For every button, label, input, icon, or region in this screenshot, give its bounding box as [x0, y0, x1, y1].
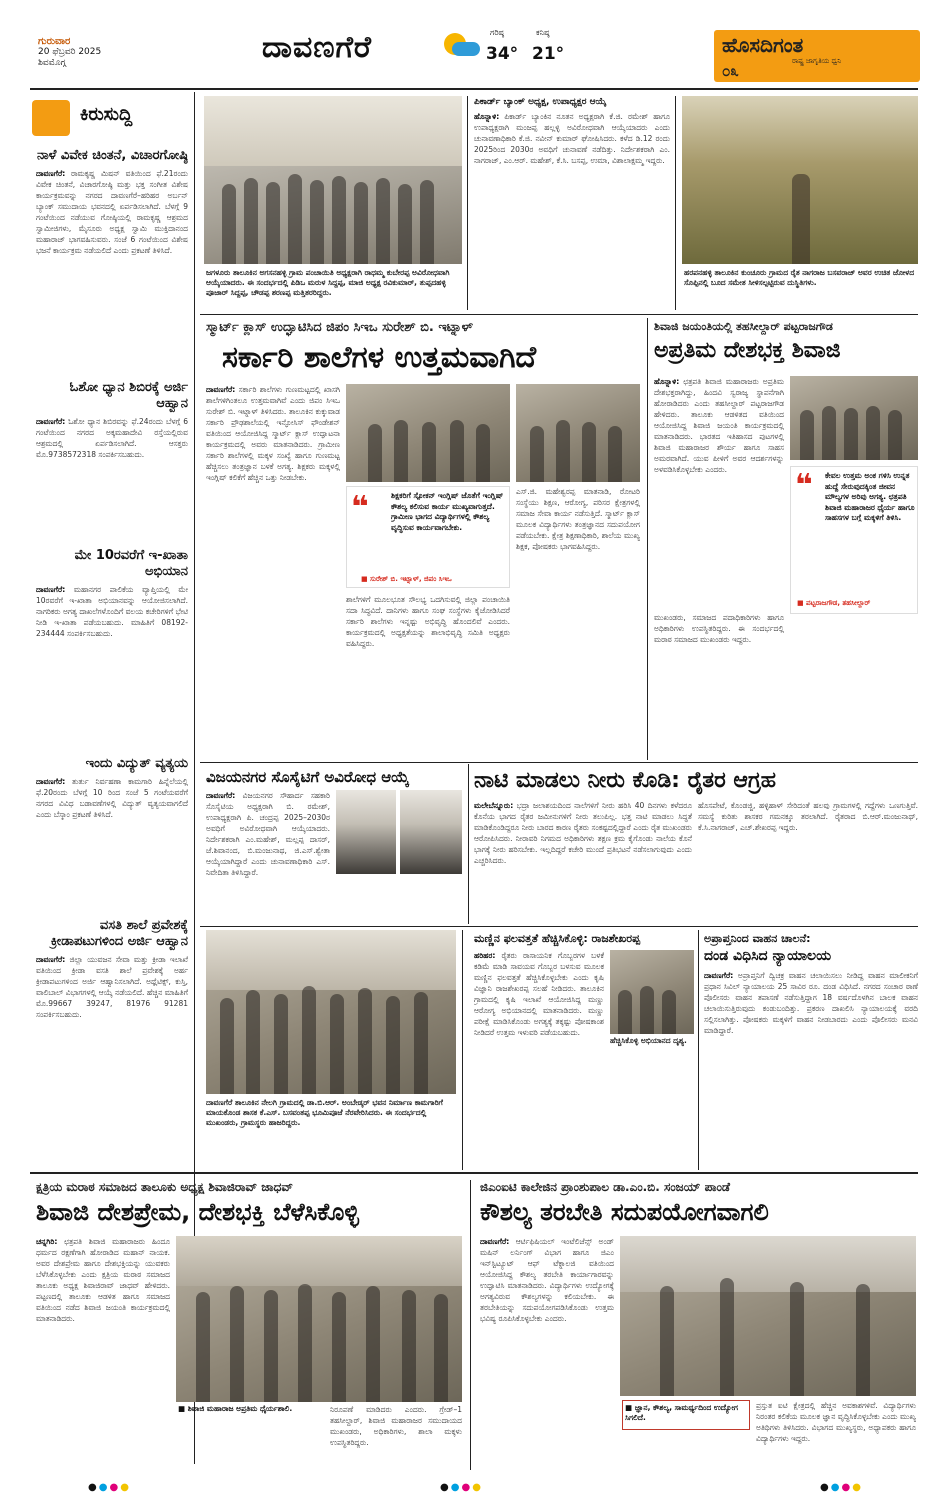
- masthead-edition: ಶಿವಮೊಗ್ಗ: [38, 58, 66, 68]
- maratha-kicker: ಕ್ಷತ್ರಿಯ ಮರಾಠ ಸಮಾಜದ ತಾಲೂಕು ಅಧ್ಯಕ್ಷ ಶಿವಾಜಿರಾವ್ ಜಾಧವ್: [36, 1180, 293, 1194]
- bank-body: ಹೊನ್ನಾಳಿ: ಪಿಕಾರ್ಡ್ ಬ್ಯಾಂಕಿನ ನೂತನ ಅಧ್ಯಕ್ಷರಾಗಿ ಕೆ.ಜಿ. ರಮೇಶ್ ಹಾಗೂ ಉಪಾಧ್ಯಕ್ಷರಾಗಿ ಮಂಜಪ್ಪ ಹಲ್ಲಳ್ಳಿ ಅವಿರೋಧವಾಗಿ ಆಯ್ಕೆಯಾದರು ಎಂದು ಚುನಾವಣಾಧಿಕಾರಿ ಕೆ.ಜಿ. ನವೀನ್ ಕುಮಾರ್ ಘೋಷಿಸಿದರು. ಕಳೆದ ಡಿ.12 ರಂದು 2025ರಿಂದ 2030ರ ಅವಧಿಗೆ ಚುನಾವಣೆ ನಡೆದಿತ್ತು. ನಿರ್ದೇಶಕರಾಗಿ ಎಂ. ನಾಗರಾಜ್, ಎಂ.ಆರ್. ಮಹೇಶ್, ಕೆ.ಸಿ. ಬಸಪ್ಪ, ಉಮಾ, ವಿಶಾಲಾಕ್ಷಮ್ಮ ಇದ್ದರು.: [474, 112, 670, 165]
- brief-2-body: ದಾವಣಗೆರೆ: ಓಶೋ ಧ್ಯಾನ ಶಿಬಿರವನ್ನು ಫೆ.24ರಂದು ಬೆಳಗ್ಗೆ 6 ಗಂಟೆಯಿಂದ ನಗರದ ಅಕ್ಕಮಹಾದೇವಿ ರಸ್ತೆಯಲ್ಲಿರುವ ಆಶ್ರಮದಲ್ಲಿ ಏರ್ಪಡಿಸಲಾಗಿದೆ. ಆಸಕ್ತರು ಮೊ.9738572318 ಸಂಪರ್ಕಿಸಬಹುದು.: [36, 417, 188, 459]
- masthead-city: ದಾವಣಗೆರೆ: [262, 30, 372, 65]
- college-pull-quote: ■ ಜ್ಞಾನ, ಕೌಶಲ್ಯ, ಸಾಮರ್ಥ್ಯದಿಂದ ಉದ್ಯೋಗ ಸಿಗಲಿದೆ.: [622, 1400, 750, 1430]
- college-body: ದಾವಣಗೆರೆ: ಆರ್ಟಿಫಿಷಿಯಲ್ ಇಂಟೆಲಿಜೆನ್ಸ್ ಅಂಡ್ ಮಷಿನ್ ಲರ್ನಿಂಗ್ ವಿಭಾಗ ಹಾಗೂ ಜಿಎಂ ಇನ್‌ಸ್ಟಿಟ್ಯೂಟ್ ಆಫ್ ಟೆಕ್ನಾಲಜಿ ವತಿಯಿಂದ ಆಯೋಜಿಸಿದ್ದ ಕೌಶಲ್ಯ ತರಬೇತಿ ಕಾರ್ಯಾಗಾರವನ್ನು ಉದ್ಘಾಟಿಸಿ ಮಾತನಾಡಿದರು. ವಿದ್ಯಾರ್ಥಿಗಳು ಉದ್ಯೋಗಕ್ಕೆ ಅಗತ್ಯವಿರುವ ಕೌಶಲ್ಯಗಳನ್ನು ಕಲಿಯಬೇಕು. ಈ ತರಬೇತಿಯನ್ನು ಸದುಪಯೋಗಪಡಿಸಿಕೊಂಡು ಉತ್ತಮ ಭವಿಷ್ಯ ರೂಪಿಸಿಕೊಳ್ಳಬೇಕು ಎಂದರು.: [480, 1237, 614, 1323]
- brief-3-body: ದಾವಣಗೆರೆ: ಮಹಾನಗರ ಪಾಲಿಕೆಯ ವ್ಯಾಪ್ತಿಯಲ್ಲಿ ಮೇ 10ರವರೆಗೆ ಇ-ಖಾತಾ ಅಭಿಯಾನವನ್ನು ಆಯೋಜಿಸಲಾಗಿದೆ. ನಾಗರಿಕರು ಅಗತ್ಯ ದಾಖಲೆಗಳೊಂದಿಗೆ ವಲಯ ಕಚೇರಿಗಳಿಗೆ ಭೇಟಿ ನೀಡಿ ಇ-ಖಾತಾ ಪಡೆಯಬಹುದು. ಮಾಹಿತಿಗೆ 08192-234444 ಸಂಪರ್ಕಿಸಬಹುದು.: [36, 585, 188, 638]
- brief-5: [36, 918, 188, 1150]
- min-temp: 21°: [532, 44, 565, 64]
- school-body-left: ದಾವಣಗೆರೆ: ಸರ್ಕಾರಿ ಶಾಲೆಗಳು ಗುಣಮಟ್ಟದಲ್ಲಿ ಖಾಸಗಿ ಶಾಲೆಗಳಿಗಿಂತಲೂ ಉತ್ತಮವಾಗಿವೆ ಎಂದು ಜಿಪಂ ಸಿಇಒ ಸುರೇಶ್ ಬಿ. ಇಟ್ನಾಳ್ ತಿಳಿಸಿದರು. ತಾಲೂಕಿನ ಕುಕ್ಕುವಾಡ ಸರ್ಕಾರಿ ಪ್ರೌಢಶಾಲೆಯಲ್ಲಿ ಇನ್ಫೋಸಿಸ್ ಫೌಂಡೇಶನ್ ವತಿಯಿಂದ ಆಯೋಜಿಸಿದ್ದ ಸ್ಮಾರ್ಟ್ ಕ್ಲಾಸ್ ಉದ್ಘಾಟನಾ ಕಾರ್ಯಕ್ರಮದಲ್ಲಿ ಅವರು ಮಾತನಾಡಿದರು. ಗ್ರಾಮೀಣ ಸರ್ಕಾರಿ ಶಾಲೆಗಳಲ್ಲಿ ಮಕ್ಕಳ ಸಂಖ್ಯೆ ಹಾಗೂ ಗುಣಮಟ್ಟ ಹೆಚ್ಚಿಸಲು ತಂತ್ರಜ್ಞಾನ ಬಳಕೆ ಅಗತ್ಯ. ಶಿಕ್ಷಕರು ಮಕ್ಕಳಲ್ಲಿ ಇಂಗ್ಲಿಷ್ ಕಲಿಕೆಗೆ ಹೆಚ್ಚಿನ ಒತ್ತು ನೀಡಬೇಕು.: [206, 385, 340, 482]
- max-temp-label: ಗರಿಷ್ಠ: [490, 28, 504, 37]
- cloud-icon: [452, 42, 480, 56]
- soil-photo-caption: ಹೆಚ್ಚಿಸಿಕೊಳ್ಳಿ ಅಭಿಯಾನದ ದೃಶ್ಯ.: [610, 1036, 687, 1045]
- maize-field-photo: [682, 96, 918, 264]
- lower-divider-2: [698, 930, 699, 1170]
- maratha-body: ಚನ್ನಗಿರಿ: ಛತ್ರಪತಿ ಶಿವಾಜಿ ಮಹಾರಾಜರು ಹಿಂದೂ ಧರ್ಮದ ರಕ್ಷಣೆಗಾಗಿ ಹೋರಾಡಿದ ಮಹಾನ್ ನಾಯಕ. ಅವರ ದೇಶಪ್ರೇಮ ಹಾಗೂ ದೇಶಭಕ್ತಿಯನ್ನು ಯುವಕರು ಬೆಳೆಸಿಕೊಳ್ಳಬೇಕು ಎಂದು ಕ್ಷತ್ರಿಯ ಮರಾಠ ಸಮಾಜದ ತಾಲೂಕು ಅಧ್ಯಕ್ಷ ಶಿವಾಜಿರಾವ್ ಜಾಧವ್ ಹೇಳಿದರು. ಪಟ್ಟಣದಲ್ಲಿ ತಾಲೂಕು ಆಡಳಿತ ಹಾಗೂ ಸಮಾಜದ ವತಿಯಿಂದ ನಡೆದ ಶಿವಾಜಿ ಜಯಂತಿ ಕಾರ್ಯಕ್ರಮದಲ್ಲಿ ಮಾತನಾಡಿದರು.: [36, 1237, 170, 1323]
- page-number: ೦೩: [722, 62, 739, 80]
- vice-president-portrait: [400, 790, 462, 874]
- registration-marks-right: ●●●●: [820, 1482, 863, 1493]
- shivaji-quote-name: ■ ಪಟ್ಟರಾಜಗೌಡ, ತಹಸೀಲ್ದಾರ್: [797, 599, 871, 607]
- top-divider-2: [675, 96, 676, 310]
- school-body-middle: ಶಾಲೆಗಳಿಗೆ ಮೂಲಭೂತ ಸೌಲಭ್ಯ ಒದಗಿಸುವಲ್ಲಿ ಜಿಲ್ಲಾ ಪಂಚಾಯಿತಿ ಸದಾ ಸಿದ್ಧವಿದೆ. ದಾನಿಗಳು ಹಾಗೂ ಸಂಘ ಸಂಸ್ಥೆಗಳು ಕೈಜೋಡಿಸಿದರೆ ಸರ್ಕಾರಿ ಶಾಲೆಗಳು ಇನ್ನಷ್ಟು ಅಭಿವೃದ್ಧಿ ಹೊಂದಲಿವೆ ಎಂದರು. ಕಾರ್ಯಕ್ರಮದಲ್ಲಿ ಅಧ್ಯಕ್ಷತೆಯನ್ನು ಶಾಲಾಭಿವೃದ್ಧಿ ಸಮಿತಿ ಅಧ್ಯಕ್ಷರು ವಹಿಸಿದ್ದರು.: [346, 595, 510, 648]
- brief-2: [36, 380, 188, 536]
- college-body-2: ಪ್ರಸ್ತುತ ಐಟಿ ಕ್ಷೇತ್ರದಲ್ಲಿ ಹೆಚ್ಚಿನ ಅವಕಾಶಗಳಿವೆ. ವಿದ್ಯಾರ್ಥಿಗಳು ನಿರಂತರ ಕಲಿಕೆಯ ಮೂಲಕ ಜ್ಞಾನ ವೃದ್ಧಿಸಿಕೊಳ್ಳಬೇಕು ಎಂದು ಮುಖ್ಯ ಅತಿಥಿಗಳು ತಿಳಿಸಿದರು. ವಿಭಾಗದ ಮುಖ್ಯಸ್ಥರು, ಅಧ್ಯಾಪಕರು ಹಾಗೂ ವಿದ್ಯಾರ್ಥಿಗಳು ಇದ್ದರು.: [756, 1401, 916, 1443]
- bank-story: [474, 96, 670, 307]
- ceremony-photo: [516, 384, 640, 482]
- shivaji-body-2: ಮುಖಂಡರು, ಸಮಾಜದ ಪದಾಧಿಕಾರಿಗಳು ಹಾಗೂ ಅಧಿಕಾರಿಗಳು ಉಪಸ್ಥಿತರಿದ್ದರು. ಈ ಸಂದರ್ಭದಲ್ಲಿ ಮರಾಠ ಸಮಾಜದ ಮುಖಂಡರು ಇದ್ದರು.: [654, 613, 784, 644]
- registration-marks-left: ●●●●: [88, 1482, 131, 1493]
- lower-row-rule: [200, 926, 918, 927]
- vijayanagar-divider: [468, 764, 469, 924]
- water-headline: ನಾಟಿ ಮಾಡಲು ನೀರು ಕೊಡಿ: ರೈತರ ಆಗ್ರಹ: [474, 768, 776, 793]
- school-body-right: ಎಸ್.ಜಿ. ಮಹೇಶ್ವರಪ್ಪ ಮಾತನಾಡಿ, ರೋಟರಿ ಸಂಸ್ಥೆಯು ಶಿಕ್ಷಣ, ಆರೋಗ್ಯ, ಪರಿಸರ ಕ್ಷೇತ್ರಗಳಲ್ಲಿ ಸಮಾಜ ಸೇವಾ ಕಾರ್ಯ ನಡೆಸುತ್ತಿದೆ. ಸ್ಮಾರ್ಟ್ ಕ್ಲಾಸ್ ಮೂಲಕ ವಿದ್ಯಾರ್ಥಿಗಳು ತಂತ್ರಜ್ಞಾನದ ಸದುಪಯೋಗ ಪಡೆಯಬೇಕು. ಕ್ಷೇತ್ರ ಶಿಕ್ಷಣಾಧಿಕಾರಿ, ಶಾಲೆಯ ಮುಖ್ಯ ಶಿಕ್ಷಕ, ಪೋಷಕರು ಭಾಗವಹಿಸಿದ್ದರು.: [516, 487, 640, 551]
- top-row-rule: [200, 314, 918, 315]
- college-kicker: ಜಿಎಂಐಟಿ ಕಾಲೇಜಿನ ಪ್ರಾಂಶುಪಾಲ ಡಾ.ಎಂ.ಬಿ. ಸಂಜಯ್ ಪಾಂಡೆ: [480, 1180, 731, 1194]
- vijayanagar-body: ದಾವಣಗೆರೆ: ವಿಜಯನಗರ ಸೌಹಾರ್ದ ಸಹಕಾರಿ ಸೊಸೈಟಿಯ ಅಧ್ಯಕ್ಷರಾಗಿ ಬಿ. ರಮೇಶ್, ಉಪಾಧ್ಯಕ್ಷರಾಗಿ ಪಿ. ಚಂದ್ರಪ್ಪ 2025–2030ರ ಅವಧಿಗೆ ಅವಿರೋಧವಾಗಿ ಆಯ್ಕೆಯಾದರು. ನಿರ್ದೇಶಕರಾಗಿ ಎಂ.ಮಹೇಶ್, ಮಲ್ಲಪ್ಪ ದಾಸರ್, ಜೆ.ಶಿವಾನಂದ, ಬಿ.ಮಂಜುನಾಥ, ಜಿ.ಎಸ್.ಶ್ವೇತಾ ಆಯ್ಕೆಯಾಗಿದ್ದಾರೆ ಎಂದು ಚುನಾವಣಾಧಿಕಾರಿ ಎಸ್. ನಿವೇದಿತಾ ತಿಳಿಸಿದ್ದಾರೆ.: [206, 791, 330, 877]
- water-body-2: ಹೊಸಪೇಟೆ, ಕೊಂಡಜ್ಜಿ, ಹಳ್ಳಿಹಾಳ್ ಸೇರಿದಂತೆ ಹಲವು ಗ್ರಾಮಗಳಲ್ಲಿ ಗದ್ದೆಗಳು ಒಣಗುತ್ತಿವೆ. ಸಮಸ್ಯೆ ಕುರಿತು ಶಾಸಕರ ಗಮನಕ್ಕೂ ತರಲಾಗಿದೆ. ರೈತರಾದ ಬಿ.ಆರ್.ಮಂಜುನಾಥ್, ಕೆ.ಸಿ.ನಾಗರಾಜ್, ಎಚ್.ಶೇಖರಪ್ಪ ಇದ್ದರು.: [698, 801, 918, 832]
- maratha-body-2: ನಿರೂಪಣೆ ಮಾಡಿದರು ಎಂದರು. ಗ್ರೇಡ್–1 ತಹಸೀಲ್ದಾರ್, ಶಿವಾಜಿ ಮಹಾರಾಜರ ಸಮುದಾಯದ ಮುಖಂಡರು, ಅಧಿಕಾರಿಗಳು, ಶಾಲಾ ಮಕ್ಕಳು ಉಪಸ್ಥಿತರಿದ್ದರು.: [330, 1405, 462, 1447]
- shivaji-kicker: ಶಿವಾಜಿ ಜಯಂತಿಯಲ್ಲಿ ತಹಸೀಲ್ದಾರ್ ಪಟ್ಟರಾಜಗೌಡ: [654, 320, 833, 333]
- brief-3: [36, 548, 188, 724]
- shivaji-headline: ಅಪ್ರತಿಮ ದೇಶಭಕ್ತ ಶಿವಾಜಿ: [654, 338, 841, 363]
- brief-3-headline: ಮೇ 10ರವರೆಗೆ ಇ-ಖಾತಾ ಅಭಿಯಾನ: [74, 548, 188, 579]
- school-quote-name: ■ ಸುರೇಶ್ ಬಿ. ಇಟ್ನಾಳ್, ಜಿಪಂ ಸಿಇಒ: [361, 575, 452, 583]
- bottom-divider: [470, 1180, 471, 1470]
- shivaji-body: ಹೊನ್ನಾಳಿ: ಛತ್ರಪತಿ ಶಿವಾಜಿ ಮಹಾರಾಜರು ಅಪ್ರತಿಮ ದೇಶಭಕ್ತರಾಗಿದ್ದು, ಹಿಂದವಿ ಸ್ವರಾಜ್ಯ ಸ್ಥಾಪನೆಗಾಗಿ ಹೋರಾಡಿದರು ಎಂದು ತಹಸೀಲ್ದಾರ್ ಪಟ್ಟರಾಜಗೌಡ ಹೇಳಿದರು. ತಾಲೂಕು ಆಡಳಿತದ ವತಿಯಿಂದ ಆಯೋಜಿಸಿದ್ದ ಶಿವಾಜಿ ಜಯಂತಿ ಕಾರ್ಯಕ್ರಮದಲ್ಲಿ ಮಾತನಾಡಿದರು. ಭಾರತದ ಇತಿಹಾಸದ ಪುಟಗಳಲ್ಲಿ ಶಿವಾಜಿ ಮಹಾರಾಜರ ಶೌರ್ಯ ಹಾಗೂ ಸಾಹಸ ಅಮರವಾಗಿದೆ. ಯುವ ಪೀಳಿಗೆ ಅವರ ಆದರ್ಶಗಳನ್ನು ಅಳವಡಿಸಿಕೊಳ್ಳಬೇಕು ಎಂದರು.: [654, 377, 784, 474]
- smart-class-photo: [346, 384, 510, 482]
- quote-mark-icon: ❝: [351, 490, 369, 525]
- lower-divider-1: [462, 930, 463, 1170]
- masthead-date-block: [38, 36, 101, 69]
- school-quote-text: ಶಿಕ್ಷಕರಿಗೆ ಸ್ಪೋಕನ್ ಇಂಗ್ಲಿಷ್ ಜೊತೆಗೆ ಇಂಗ್ಲಿಷ್ ಕೌಶಲ್ಯ ಕಲಿಸುವ ಕಾರ್ಯ ಮುಖ್ಯವಾಗುತ್ತದೆ. ಗ್ರಾಮೀಣ ಭಾಗದ ವಿದ್ಯಾರ್ಥಿಗಳಲ್ಲಿ ಕೌಶಲ್ಯ ವೃದ್ಧಿಸುವ ಕಾರ್ಯವಾಗಬೇಕು.: [391, 491, 504, 532]
- brief-4-body: ದಾವಣಗೆರೆ: ತುರ್ತು ನಿರ್ವಹಣಾ ಕಾಮಗಾರಿ ಹಿನ್ನೆಲೆಯಲ್ಲಿ ಫೆ.20ರಂದು ಬೆಳಗ್ಗೆ 10 ರಿಂದ ಸಂಜೆ 5 ಗಂಟೆಯವರೆಗೆ ನಗರದ ವಿವಿಧ ಬಡಾವಣೆಗಳಲ್ಲಿ ವಿದ್ಯುತ್ ವ್ಯತ್ಯಯವಾಗಲಿದೆ ಎಂದು ಬೆಸ್ಕಾಂ ಪ್ರಕಟಣೆ ತಿಳಿಸಿದೆ.: [36, 777, 188, 819]
- brief-1: [36, 148, 188, 366]
- soil-body: ಹರಿಹರ: ರೈತರು ರಾಸಾಯನಿಕ ಗೊಬ್ಬರಗಳ ಬಳಕೆ ಕಡಿಮೆ ಮಾಡಿ ಸಾವಯವ ಗೊಬ್ಬರ ಬಳಸುವ ಮೂಲಕ ಮಣ್ಣಿನ ಫಲವತ್ತತೆ ಹೆಚ್ಚಿಸಿಕೊಳ್ಳಬೇಕು ಎಂದು ಕೃಷಿ ವಿಜ್ಞಾನಿ ರಾಜಶೇಖರಪ್ಪ ಸಲಹೆ ನೀಡಿದರು. ತಾಲೂಕಿನ ಗ್ರಾಮದಲ್ಲಿ ಕೃಷಿ ಇಲಾಖೆ ಆಯೋಜಿಸಿದ್ದ ಮಣ್ಣು ಆರೋಗ್ಯ ಅಭಿಯಾನದಲ್ಲಿ ಮಾತನಾಡಿದರು. ಮಣ್ಣು ಪರೀಕ್ಷೆ ಮಾಡಿಸಿಕೊಂಡು ಅಗತ್ಯಕ್ಕೆ ತಕ್ಕಷ್ಟು ಪೋಷಕಾಂಶ ನೀಡಿದರೆ ಉತ್ತಮ ಇಳುವರಿ ಪಡೆಯಬಹುದು.: [474, 951, 604, 1037]
- ambedkar-caption: ದಾವಣಗೆರೆ ತಾಲೂಕಿನ ನೇಲಗಿ ಗ್ರಾಮದಲ್ಲಿ ಡಾ.ಬಿ.ಆರ್. ಅಂಬೇಡ್ಕರ್ ಭವನ ನಿರ್ಮಾಣ ಕಾಮಗಾರಿಗೆ ಮಾಯಕೊಂಡ ಶಾಸಕ ಕೆ.ಎಸ್. ಬಸವಂತಪ್ಪ ಭೂಮಿಪೂಜೆ ನೆರವೇರಿಸಿದರು. ಈ ಸಂದರ್ಭದಲ್ಲಿ ಮುಖಂಡರು, ಗ್ರಾಮಸ್ಥರು ಹಾಜರಿದ್ದರು.: [206, 1098, 443, 1127]
- school-kicker: ಸ್ಮಾರ್ಟ್ ಕ್ಲಾಸ್ ಉದ್ಘಾಟಿಸಿದ ಜಿಪಂ ಸಿಇಒ ಸುರೇಶ್ ಬಿ. ಇಟ್ನಾಳ್: [206, 320, 473, 335]
- brief-5-headline: ವಸತಿ ಶಾಲೆ ಪ್ರವೇಶಕ್ಕೆ ಕ್ರೀಡಾಪಟುಗಳಿಂದ ಅರ್ಜಿ ಆಹ್ವಾನ: [50, 918, 188, 949]
- masthead-rule: [30, 88, 918, 90]
- water-body: ಮಲೇಬೆನ್ನೂರು: ಭದ್ರಾ ಜಲಾಶಯದಿಂದ ನಾಲೆಗಳಿಗೆ ನೀರು ಹರಿಸಿ 40 ದಿನಗಳು ಕಳೆದರೂ ಕೊನೆಯ ಭಾಗದ ರೈತರ ಜಮೀನುಗಳಿಗೆ ನೀರು ತಲುಪಿಲ್ಲ. ಭತ್ತ ನಾಟಿ ಮಾಡಲು ಸಿದ್ಧತೆ ಮಾಡಿಕೊಂಡಿದ್ದರೂ ನೀರು ಬಾರದ ಕಾರಣ ರೈತರು ಸಂಕಷ್ಟದಲ್ಲಿದ್ದಾರೆ ಎಂದು ರೈತ ಮುಖಂಡರು ಆರೋಪಿಸಿದರು. ನೀರಾವರಿ ನಿಗಮದ ಅಧಿಕಾರಿಗಳು ತಕ್ಷಣ ಕ್ರಮ ಕೈಗೊಂಡು ನಾಲೆಯ ಕೊನೆ ಭಾಗಕ್ಕೆ ನೀರು ಹರಿಸಬೇಕು. ಇಲ್ಲದಿದ್ದರೆ ಕಚೇರಿ ಮುಂದೆ ಪ್ರತಿಭಟನೆ ನಡೆಸಲಾಗುವುದು ಎಂದು ಎಚ್ಚರಿಸಿದರು.: [474, 801, 692, 865]
- minor-body: ದಾವಣಗೆರೆ: ಅಪ್ರಾಪ್ತನಿಗೆ ದ್ವಿಚಕ್ರ ವಾಹನ ಚಲಾಯಿಸಲು ನೀಡಿದ್ದ ವಾಹನ ಮಾಲೀಕನಿಗೆ ಪ್ರಧಾನ ಸಿವಿಲ್ ನ್ಯಾಯಾಲಯ 25 ಸಾವಿರ ರೂ. ದಂಡ ವಿಧಿಸಿದೆ. ನಗರದ ಸಂಚಾರ ಠಾಣೆ ಪೊಲೀಸರು ವಾಹನ ತಪಾಸಣೆ ನಡೆಸುತ್ತಿದ್ದಾಗ 18 ವರ್ಷದೊಳಗಿನ ಬಾಲಕ ವಾಹನ ಚಲಾಯಿಸುತ್ತಿರುವುದು ಕಂಡುಬಂದಿತ್ತು. ಪ್ರಕರಣ ದಾಖಲಿಸಿ ನ್ಯಾಯಾಲಯಕ್ಕೆ ವರದಿ ಸಲ್ಲಿಸಲಾಗಿತ್ತು. ಪೋಷಕರು ಮಕ್ಕಳಿಗೆ ವಾಹನ ನೀಡಬಾರದು ಎಂದು ಪೊಲೀಸರು ಮನವಿ ಮಾಡಿದ್ದಾರೆ.: [704, 971, 918, 1035]
- maratha-headline: ಶಿವಾಜಿ ದೇಶಪ್ರೇಮ, ದೇಶಭಕ್ತಿ ಬೆಳೆಸಿಕೊಳ್ಳಿ: [36, 1198, 359, 1226]
- brief-4: [36, 756, 188, 894]
- bottom-section-rule: [30, 1172, 918, 1174]
- top-divider-1: [467, 96, 468, 310]
- middle-row-rule: [200, 762, 918, 763]
- soil-meeting-photo: [610, 950, 694, 1034]
- paper-logo: [714, 30, 920, 82]
- masthead-date: 20 ಫೆಬ್ರವರಿ 2025: [38, 47, 102, 57]
- president-portrait: [336, 790, 396, 874]
- school-quote-box: [346, 486, 510, 588]
- vijayanagar-headline: ವಿಜಯನಗರ ಸೊಸೈಟಿಗೆ ಅವಿರೋಧ ಆಯ್ಕೆ: [206, 768, 410, 786]
- min-temp-label: ಕನಿಷ್ಠ: [536, 28, 550, 37]
- brief-1-headline: ನಾಳೆ ವಿವೇಕ ಚಿಂತನೆ, ವಿಚಾರಗೋಷ್ಠಿ: [36, 148, 188, 163]
- maize-field-caption: ಹರಪನಹಳ್ಳಿ ತಾಲೂಕಿನ ಕುಂಚೂರು ಗ್ರಾಮದ ರೈತ ನಾಗರಾಜ ಬಸವರಾಜ್ ಅವರ ಉಚಿತ ಜೋಳದ ಸೊಪ್ಪಿನಲ್ಲಿ ಬೂದ ಸಮೇತ ಸೀಳಿಸಲ್ಪಟ್ಟಿರುವ ದುಸ್ಥಿತಿಗಳು.: [684, 268, 915, 287]
- paper-tagline: ರಾಷ್ಟ್ರ ಜಾಗೃತಿಯ ಧ್ವನಿ: [792, 57, 842, 65]
- minor-kicker: ಅಪ್ರಾಪ್ತನಿಂದ ವಾಹನ ಚಾಲನೆ:: [704, 932, 811, 945]
- brief-2-headline: ಓಶೋ ಧ್ಯಾನ ಶಿಬಿರಕ್ಕೆ ಅರ್ಜಿ ಆಹ್ವಾನ: [69, 380, 188, 411]
- shivaji-quote-box: [790, 466, 918, 614]
- brief-5-body: ದಾವಣಗೆರೆ: ಜಿಲ್ಲಾ ಯುವಜನ ಸೇವಾ ಮತ್ತು ಕ್ರೀಡಾ ಇಲಾಖೆ ವತಿಯಿಂದ ಕ್ರೀಡಾ ವಸತಿ ಶಾಲೆ ಪ್ರವೇಶಕ್ಕೆ ಅರ್ಹ ಕ್ರೀಡಾಪಟುಗಳಿಂದ ಅರ್ಜಿ ಆಹ್ವಾನಿಸಲಾಗಿದೆ. ಅಥ್ಲೆಟಿಕ್ಸ್, ಕುಸ್ತಿ, ವಾಲಿಬಾಲ್ ವಿಭಾಗಗಳಲ್ಲಿ ಆಯ್ಕೆ ನಡೆಯಲಿದೆ. ಹೆಚ್ಚಿನ ಮಾಹಿತಿಗೆ ಮೊ.99667 39247, 81976 91281 ಸಂಪರ್ಕಿಸಬಹುದು.: [36, 955, 188, 1019]
- quote-mark-icon-2: ❝: [795, 468, 813, 503]
- mid-divider: [647, 318, 648, 760]
- paper-name: ಹೊಸದಿಗಂತ: [722, 33, 804, 57]
- shivaji-jayanti-photo: [790, 376, 918, 460]
- brief-4-headline: ಇಂದು ವಿದ್ಯುತ್ ವ್ಯತ್ಯಯ: [85, 756, 188, 771]
- gram-panchayat-caption: ಜಗಳೂರು ತಾಲೂಕಿನ ಅಗಸನಹಳ್ಳಿ ಗ್ರಾಮ ಪಂಚಾಯಿತಿ ಅಧ್ಯಕ್ಷರಾಗಿ ರಾಧಮ್ಮ ಕುಬೇರಪ್ಪ ಅವಿರೋಧವಾಗಿ ಆಯ್ಕೆಯಾದರು. ಈ ಸಂದರ್ಭದಲ್ಲಿ ಪಿಡಿಒ ಮರುಳ ಸಿದ್ದಪ್ಪ, ಮಾಜಿ ಅಧ್ಯಕ್ಷ ರವಿಕುಮಾರ್, ತುಪ್ಪದಹಳ್ಳಿ ಪೂಜಾರ್ ಸಿದ್ದಪ್ಪ, ಚೌಡಪ್ಪ ಶರಣಪ್ಪ ಮತ್ತಿತರರಿದ್ದರು.: [206, 268, 450, 297]
- soil-headline: ಮಣ್ಣಿನ ಫಲವತ್ತತೆ ಹೆಚ್ಚಿಸಿಕೊಳ್ಳಿ: ರಾಜಶೇಖರಪ್ಪ: [474, 932, 641, 945]
- registration-marks-center: ●●●●: [440, 1482, 483, 1493]
- brief-1-body: ದಾವಣಗೆರೆ: ರಾಮಕೃಷ್ಣ ಮಿಷನ್ ವತಿಯಿಂದ ಫೆ.21ರಂದು ವಿವೇಕ ಚಿಂತನೆ, ವಿಚಾರಗೋಷ್ಠಿ ಮತ್ತು ಭಕ್ತ ಸಂಗೀತ ವಿಶೇಷ ಕಾರ್ಯಕ್ರಮವನ್ನು ನಗರದ ದಾವಣಗೆರೆ–ಹರಿಹರ ಅರ್ಬನ್ ಬ್ಯಾಂಕ್ ಸಮುದಾಯ ಭವನದಲ್ಲಿ ಏರ್ಪಡಿಸಲಾಗಿದೆ. ಬೆಳಗ್ಗೆ 9 ಗಂಟೆಯಿಂದ ನಡೆಯುವ ಗೋಷ್ಠಿಯಲ್ಲಿ ರಾಮಕೃಷ್ಣ ಆಶ್ರಮದ ಸ್ವಾಮೀಜಿಗಳು, ಮೈಸೂರು ಅಧ್ಯಕ್ಷ ಸ್ವಾಮಿ ಮುಕ್ತಿದಾನಂದ ಮಹಾರಾಜ್ ಭಾಗವಹಿಸುವರು. ಸಂಜೆ 6 ಗಂಟೆಯಿಂದ ವಿಶೇಷ ಭಜನೆ ಕಾರ್ಯಕ್ರಮ ನಡೆಯಲಿದೆ ಎಂದು ಪ್ರಕಟಣೆ ತಿಳಿಸಿದೆ.: [36, 169, 188, 255]
- maratha-event-photo: [176, 1236, 462, 1402]
- ambedkar-bhavan-photo: [206, 930, 456, 1094]
- college-headline: ಕೌಶಲ್ಯ ತರಬೇತಿ ಸದುಪಯೋಗವಾಗಲಿ: [480, 1198, 769, 1226]
- college-workshop-photo: [620, 1236, 916, 1396]
- max-temp: 34°: [486, 44, 519, 64]
- maratha-badge: ■ ಶಿವಾಜಿ ಮಹಾರಾಜ ಅಪ್ರತಿಮ ಧೈರ್ಯಶಾಲಿ.: [178, 1404, 293, 1413]
- kirusuddi-label: ಕಿರುಸುದ್ದಿ: [80, 104, 133, 125]
- bank-headline: ಪಿಕಾರ್ಡ್ ಬ್ಯಾಂಕ್ ಅಧ್ಯಕ್ಷ, ಉಪಾಧ್ಯಕ್ಷರ ಆಯ್ಕೆ: [474, 97, 607, 107]
- gram-panchayat-photo: [204, 96, 462, 264]
- school-headline: ಸರ್ಕಾರಿ ಶಾಲೆಗಳ ಉತ್ತಮವಾಗಿದೆ: [222, 340, 537, 375]
- shivaji-quote-text: ಕೇವಲ ಉತ್ತಮ ಅಂಕ ಗಳಿಸಿ ಉನ್ನತ ಹುದ್ದೆ ಸೇರುವುದಕ್ಕಿಂತ ಜೀವನ ಮೌಲ್ಯಗಳ ಅರಿವು ಅಗತ್ಯ. ಛತ್ರಪತಿ ಶಿವಾಜಿ ಮಹಾರಾಜರ ಧೈರ್ಯ ಹಾಗೂ ಸಾಹಸಗಳ ಬಗ್ಗೆ ಮಕ್ಕಳಿಗೆ ತಿಳಿಸಿ.: [825, 471, 915, 522]
- hand-icon: [32, 100, 70, 136]
- minor-headline: ದಂಡ ವಿಧಿಸಿದ ನ್ಯಾಯಾಲಯ: [704, 948, 832, 964]
- masthead-day: ಗುರುವಾರ: [38, 36, 71, 47]
